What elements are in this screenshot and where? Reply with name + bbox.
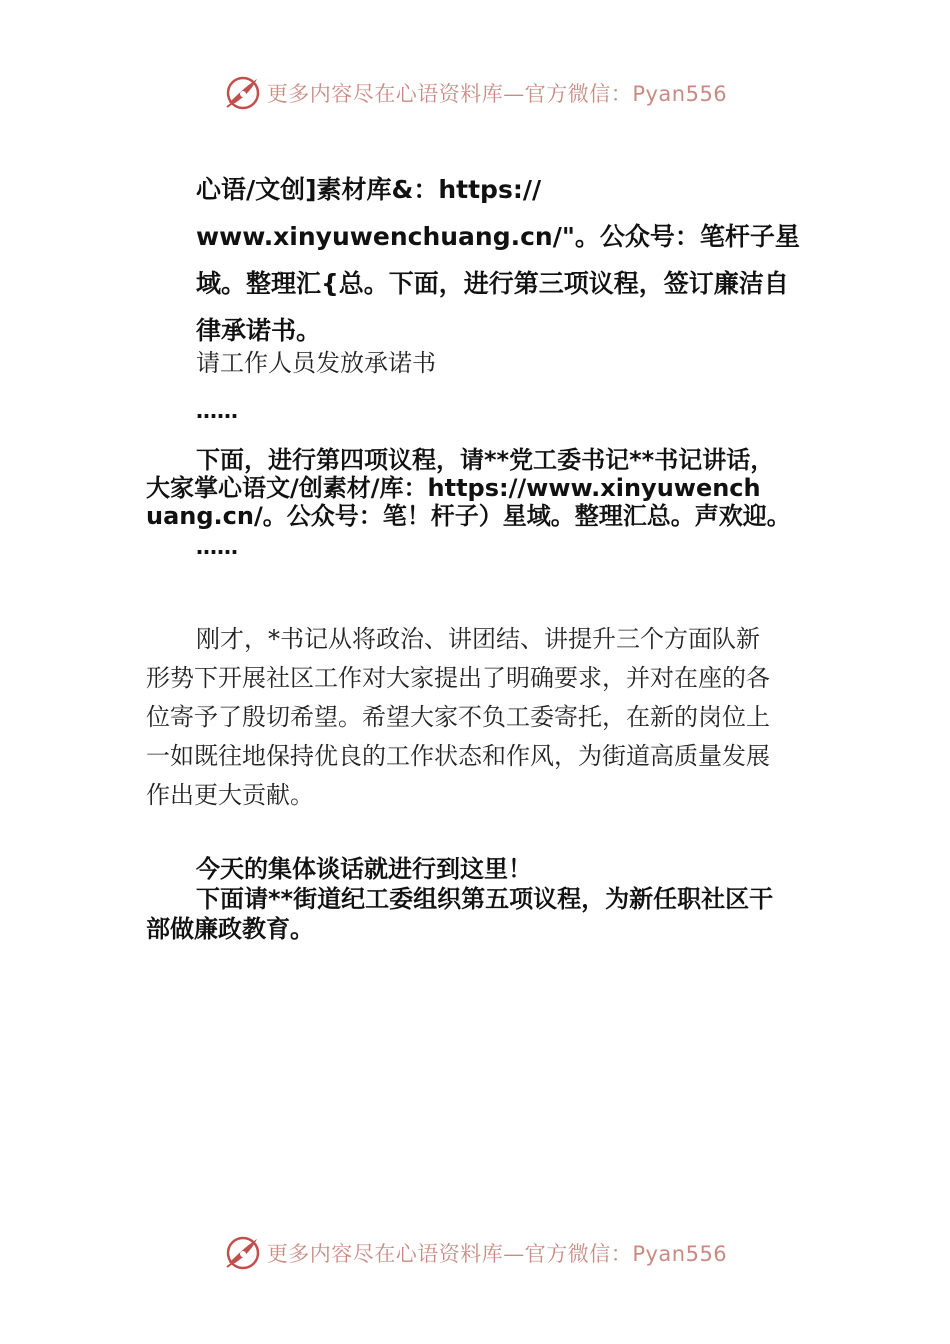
- quill-pen-logo-icon: [223, 1233, 263, 1273]
- ellipsis: ……: [196, 535, 238, 559]
- text-line: www.xinyuwenchuang.cn/"。公众号：笔杆子星: [196, 222, 800, 251]
- text-line: 域。整理汇{总。下面，进行第三项议程，签订廉洁自: [196, 269, 789, 298]
- ellipsis: ……: [196, 399, 238, 423]
- text-line: 部做廉政教育。: [146, 915, 314, 943]
- header-banner: [0, 68, 950, 118]
- text-line: 形势下开展社区工作对大家提出了明确要求，并对在座的各: [146, 664, 770, 692]
- text-line: 刚才，*书记从将政治、讲团结、讲提升三个方面队新: [196, 625, 760, 653]
- text-line: 下面请**街道纪工委组织第五项议程，为新任职社区干: [196, 885, 774, 913]
- paragraph-closing: [146, 854, 826, 944]
- footer-wechat-id: Pyan556: [632, 1242, 728, 1266]
- paragraph-fourth-agenda: [146, 446, 826, 530]
- paragraph-secretary-summary: [146, 620, 816, 815]
- header-text: 更多内容尽在心语资料库—官方微信：Pyan556: [266, 82, 728, 106]
- text-line: 大家掌心语文/创素材/库：https://www.xinyuwench: [146, 474, 761, 502]
- text-line: 作出更大贡献。: [146, 781, 314, 809]
- footer-text: 更多内容尽在心语资料库—官方微信：Pyan556: [266, 1242, 728, 1266]
- text-line: 今天的集体谈话就进行到这里！: [196, 855, 532, 883]
- text-line: 律承诺书。: [196, 316, 322, 345]
- text-line: uang.cn/。公众号：笔！杆子）星域。整理汇总。声欢迎。: [146, 502, 791, 530]
- text-line: 下面，进行第四项议程，请**党工委书记**书记讲话，: [196, 446, 775, 474]
- quill-pen-logo-icon: [223, 73, 263, 113]
- paragraph-distribute-pledge: 请工作人员发放承诺书: [196, 349, 436, 377]
- paragraph-resource-notice: [196, 166, 836, 354]
- text-line: 一如既往地保持优良的工作状态和作风，为街道高质量发展: [146, 742, 770, 770]
- footer-banner: [0, 1228, 950, 1278]
- text-line: 位寄予了殷切希望。希望大家不负工委寄托，在新的岗位上: [146, 703, 770, 731]
- text-line: 心语/文创]素材库&：https://: [196, 175, 542, 204]
- header-wechat-id: Pyan556: [632, 82, 728, 106]
